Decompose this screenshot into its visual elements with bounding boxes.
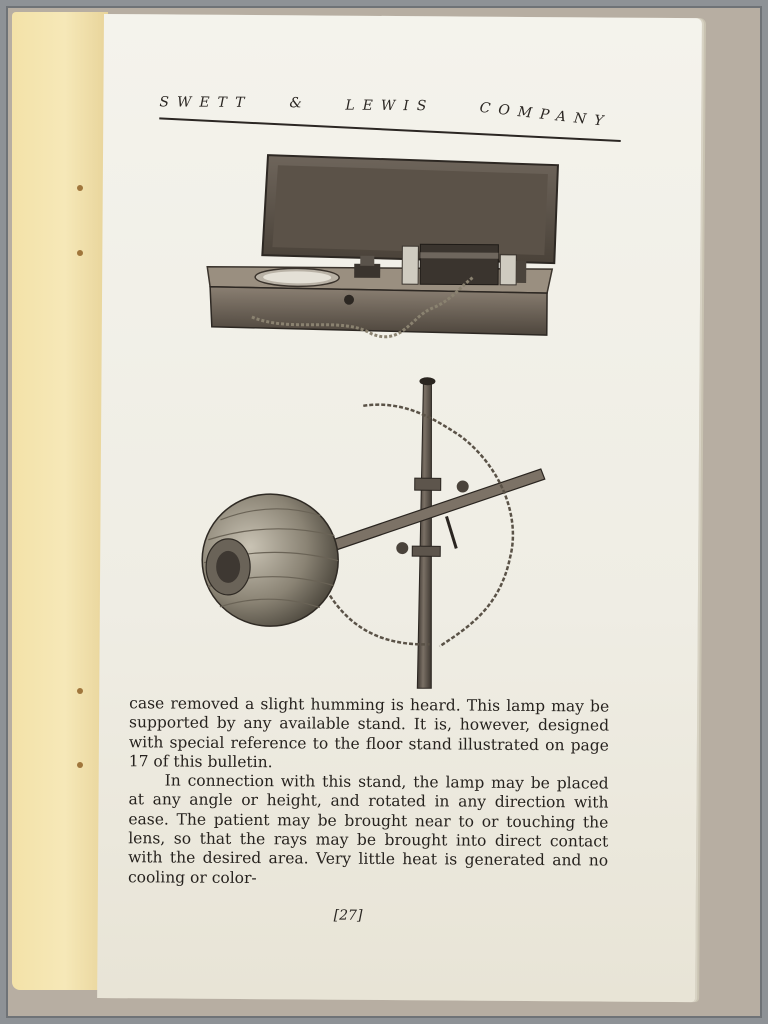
page-number: [27]	[333, 907, 363, 924]
body-text	[128, 694, 609, 890]
paragraph: case removed a slight humming is heard. This lamp may be supported by any available stand. It is, however, designed with special reference to the floor stand illustrated on page 17 of this bulletin.	[128, 694, 610, 772]
binding-stitch	[77, 250, 83, 256]
header-word-company: COMPANY	[478, 99, 613, 131]
paragraph: In connection with this stand, the lamp may be placed at any angle or height, and rotated in any direction with ease. The patient may be brought near to or touching the lens, so that the rays may be brought into direct contact with the desired area. Very little heat is generated and no cooling or color-	[127, 771, 609, 887]
header-word-lewis: LEWIS	[345, 97, 435, 115]
lamp-stand-illustration	[201, 376, 545, 689]
illustrations	[99, 14, 702, 698]
book-page	[97, 14, 702, 1002]
binding-stitch	[77, 762, 83, 768]
apparatus-case-illustration	[207, 155, 558, 338]
left-page-edge	[12, 12, 108, 990]
binding-stitch	[77, 688, 83, 694]
header-word-swett: SWETT	[159, 94, 253, 112]
header-ampersand: &	[289, 95, 310, 112]
binding-stitch	[77, 185, 83, 191]
